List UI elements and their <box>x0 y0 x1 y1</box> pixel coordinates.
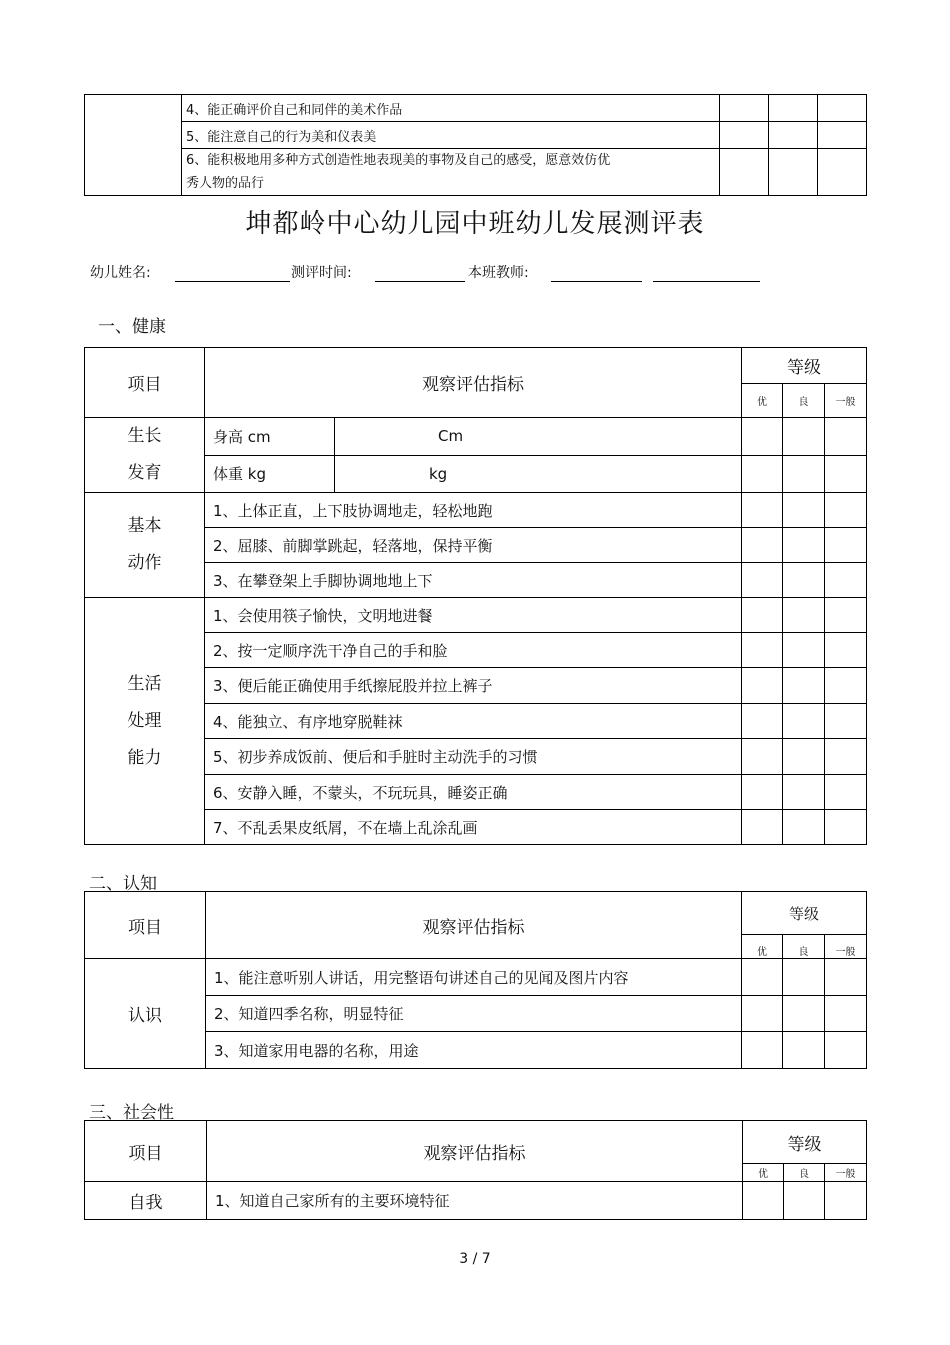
header-grade: 等级 <box>742 348 867 384</box>
header-excellent: 优 <box>742 384 783 418</box>
indicator-text: 3、在攀登架上手脚协调地地上下 <box>205 563 742 598</box>
category-label: 生活 <box>127 673 162 694</box>
grade-cell[interactable] <box>742 959 783 996</box>
category-label: 基本 <box>127 516 162 536</box>
grade-cell[interactable] <box>783 493 825 528</box>
header-grade: 等级 <box>742 892 867 935</box>
indicator-text: 1、知道自己家所有的主要环境特征 <box>207 1182 743 1220</box>
assessment-time-field[interactable] <box>375 281 465 282</box>
category-recognition: 认识 <box>85 959 206 1069</box>
grade-cell[interactable] <box>742 633 783 668</box>
grade-cell[interactable] <box>783 563 825 598</box>
category-label: 处理 <box>127 710 162 731</box>
grade-cell[interactable] <box>825 598 867 633</box>
grade-cell[interactable] <box>783 668 825 704</box>
grade-cell[interactable] <box>742 493 783 528</box>
grade-cell[interactable] <box>825 633 867 668</box>
grade-cell[interactable] <box>783 810 825 845</box>
teacher-field-1[interactable] <box>551 281 642 282</box>
grade-cell[interactable] <box>742 668 783 704</box>
grade-cell[interactable] <box>742 775 783 810</box>
header-average: 一般 <box>825 935 867 959</box>
header-indicator: 观察评估指标 <box>207 1121 743 1182</box>
grade-cell[interactable] <box>825 493 867 528</box>
height-label: 身高 cm <box>205 418 335 456</box>
grade-cell[interactable] <box>742 1032 783 1069</box>
category-label: 发育 <box>127 463 162 483</box>
grade-cell[interactable] <box>825 810 867 845</box>
grade-cell[interactable] <box>825 418 867 456</box>
grade-cell[interactable] <box>742 704 783 739</box>
header-good: 良 <box>783 935 825 959</box>
health-table <box>84 347 867 845</box>
weight-unit[interactable]: kg <box>335 455 742 493</box>
grade-cell[interactable] <box>769 95 818 122</box>
grade-cell[interactable] <box>742 996 783 1032</box>
height-unit[interactable]: Cm <box>335 418 742 456</box>
grade-cell[interactable] <box>825 775 867 810</box>
category-label: 能力 <box>127 747 162 768</box>
grade-cell[interactable] <box>825 455 867 493</box>
teacher-label: 本班教师: <box>468 265 529 281</box>
social-table <box>84 1120 867 1220</box>
grade-cell[interactable] <box>818 95 867 122</box>
grade-cell[interactable] <box>742 455 783 493</box>
grade-cell[interactable] <box>783 418 825 456</box>
grade-cell[interactable] <box>742 418 783 456</box>
grade-cell[interactable] <box>825 528 867 563</box>
grade-cell[interactable] <box>783 996 825 1032</box>
category-label: 动作 <box>127 553 162 573</box>
category-label: 生长 <box>127 426 162 446</box>
header-item: 项目 <box>85 892 206 959</box>
continued-art-table <box>84 94 867 196</box>
indicator-text: 6、安静入睡，不蒙头，不玩玩具，睡姿正确 <box>205 775 742 810</box>
weight-label: 体重 kg <box>205 455 335 493</box>
indicator-text: 1、会使用筷子愉快，文明地进餐 <box>205 598 742 633</box>
header-good: 良 <box>783 384 825 418</box>
indicator-text: 2、知道四季名称，明显特征 <box>206 996 742 1032</box>
header-item: 项目 <box>85 348 205 418</box>
grade-cell[interactable] <box>818 149 867 196</box>
grade-cell[interactable] <box>720 149 769 196</box>
grade-cell[interactable] <box>769 149 818 196</box>
header-excellent: 优 <box>742 935 783 959</box>
page-title: 坤都岭中心幼儿园中班幼儿发展测评表 <box>245 209 705 239</box>
indicator-text: 1、能注意听别人讲话，用完整语句讲述自己的见闻及图片内容 <box>206 959 742 996</box>
grade-cell[interactable] <box>720 122 769 149</box>
indicator-line: 6、能积极地用多种方式创造性地表现美的事物及自己的感受，愿意效仿优 <box>186 153 611 168</box>
header-item: 项目 <box>85 1121 207 1182</box>
header-grade: 等级 <box>743 1121 867 1164</box>
category-life-skills <box>85 598 205 845</box>
header-indicator: 观察评估指标 <box>205 348 742 418</box>
indicator-text: 3、便后能正确使用手纸擦屁股并拉上裤子 <box>205 668 742 704</box>
grade-cell[interactable] <box>825 1182 867 1220</box>
header-excellent: 优 <box>743 1164 784 1182</box>
indicator-text: 4、能独立、有序地穿脱鞋袜 <box>205 704 742 739</box>
grade-cell[interactable] <box>825 1032 867 1069</box>
grade-cell[interactable] <box>783 455 825 493</box>
child-name-field[interactable] <box>175 281 290 282</box>
grade-cell[interactable] <box>825 996 867 1032</box>
indicator-text: 2、屈膝、前脚掌跳起，轻落地，保持平衡 <box>205 528 742 563</box>
grade-cell[interactable] <box>742 598 783 633</box>
grade-cell[interactable] <box>825 959 867 996</box>
indicator-text: 2、按一定顺序洗干净自己的手和脸 <box>205 633 742 668</box>
indicator-text: 5、能注意自己的行为美和仪表美 <box>182 122 720 149</box>
grade-cell[interactable] <box>825 704 867 739</box>
page-number: 3 / 7 <box>459 1251 491 1267</box>
grade-cell[interactable] <box>783 633 825 668</box>
category-growth <box>85 418 205 493</box>
grade-cell[interactable] <box>783 775 825 810</box>
header-average: 一般 <box>825 384 867 418</box>
category-cell <box>85 95 182 196</box>
indicator-line: 秀人物的品行 <box>186 176 265 191</box>
grade-cell[interactable] <box>742 528 783 563</box>
grade-cell[interactable] <box>769 122 818 149</box>
grade-cell[interactable] <box>742 810 783 845</box>
cognition-table <box>84 891 867 1069</box>
grade-cell[interactable] <box>720 95 769 122</box>
grade-cell[interactable] <box>783 1032 825 1069</box>
assessment-time-label: 测评时间: <box>291 265 352 281</box>
grade-cell[interactable] <box>818 122 867 149</box>
child-name-label: 幼儿姓名: <box>90 265 151 281</box>
grade-cell[interactable] <box>743 1182 784 1220</box>
grade-cell[interactable] <box>825 563 867 598</box>
grade-cell[interactable] <box>783 598 825 633</box>
grade-cell[interactable] <box>783 704 825 739</box>
grade-cell[interactable] <box>825 668 867 704</box>
indicator-text: 7、不乱丢果皮纸屑，不在墙上乱涂乱画 <box>205 810 742 845</box>
grade-cell[interactable] <box>783 528 825 563</box>
grade-cell[interactable] <box>825 739 867 775</box>
section-social-title: 三、社会性 <box>89 1103 174 1123</box>
indicator-text <box>182 149 720 196</box>
grade-cell[interactable] <box>784 1182 825 1220</box>
section-health-title: 一、健康 <box>98 317 166 337</box>
grade-cell[interactable] <box>783 739 825 775</box>
header-good: 良 <box>784 1164 825 1182</box>
indicator-text: 1、上体正直，上下肢协调地走，轻松地跑 <box>205 493 742 528</box>
category-self: 自我 <box>85 1182 207 1220</box>
header-average: 一般 <box>825 1164 867 1182</box>
section-cognition-title: 二、认知 <box>89 874 157 894</box>
header-indicator: 观察评估指标 <box>206 892 742 959</box>
grade-cell[interactable] <box>742 739 783 775</box>
grade-cell[interactable] <box>742 563 783 598</box>
grade-cell[interactable] <box>783 959 825 996</box>
teacher-field-2[interactable] <box>653 281 760 282</box>
indicator-text: 3、知道家用电器的名称，用途 <box>206 1032 742 1069</box>
indicator-text: 5、初步养成饭前、便后和手脏时主动洗手的习惯 <box>205 739 742 775</box>
category-motor <box>85 493 205 598</box>
indicator-text: 4、能正确评价自己和同伴的美术作品 <box>182 95 720 122</box>
